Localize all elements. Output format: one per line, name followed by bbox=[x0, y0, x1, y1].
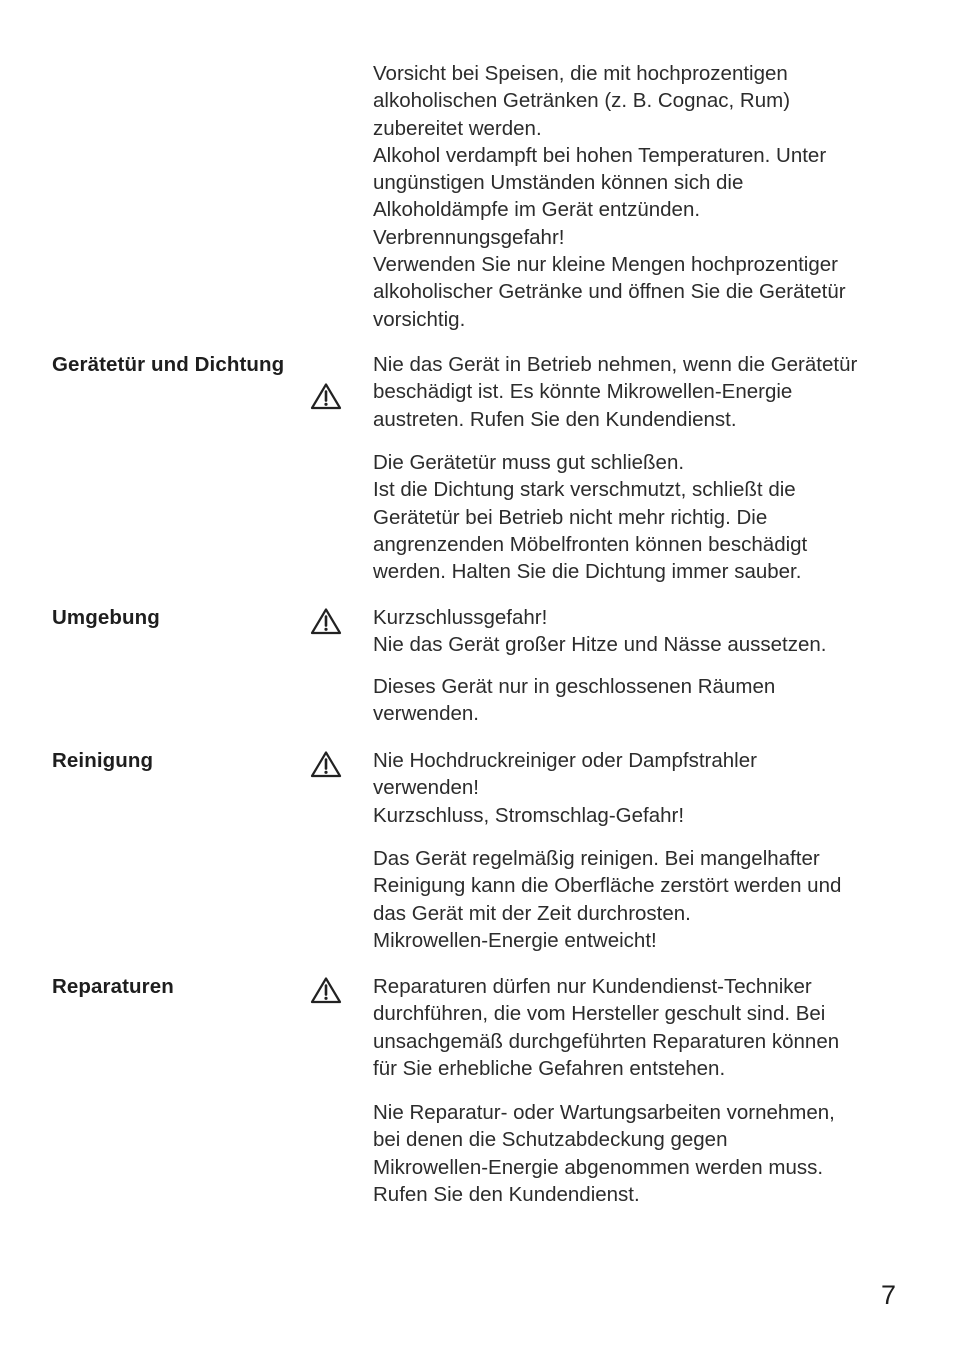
section-cleaning-paragraph-1: Nie Hochdruckreiniger oder Dampfstrahler verwenden! Kurzschluss, Stromschlag-Gefahr! bbox=[373, 749, 757, 827]
section-repairs-paragraph-2: Nie Reparatur- oder Wartungsarbeiten vornehmen, bei denen die Schutzabdeckung gegen Mikrowellen-Energie abgenommen werden muss. Rufen Sie den Kundendienst. bbox=[373, 1101, 835, 1206]
warning-triangle-icon bbox=[310, 976, 342, 1004]
section-heading-cleaning: Reinigung bbox=[52, 749, 154, 772]
section-heading-door-seal: Gerätetür und Dichtung bbox=[52, 353, 285, 376]
warning-triangle-icon bbox=[310, 750, 342, 778]
page-number: 7 bbox=[881, 1280, 897, 1310]
warning-triangle-icon bbox=[310, 607, 342, 635]
section-door-paragraph-2: Die Gerätetür muss gut schließen. Ist die Dichtung stark verschmutzt, schließt die Gerätetür bei Betrieb nicht mehr richtig. Die angrenzenden Möbelfronten können beschädigt werden. Halten Sie die Dichtung immer sauber. bbox=[373, 451, 808, 584]
section-heading-repairs: Reparaturen bbox=[52, 975, 174, 998]
section-cleaning-paragraph-2: Das Gerät regelmäßig reinigen. Bei mangelhafter Reinigung kann die Oberfläche zerstört werden und das Gerät mit der Zeit durchrosten. Mikrowellen-Energie entweicht! bbox=[373, 847, 842, 952]
warning-triangle-icon bbox=[310, 382, 342, 410]
section-heading-environment: Umgebung bbox=[52, 606, 160, 629]
section-repairs-paragraph-1: Reparaturen dürfen nur Kundendienst-Techniker durchführen, die vom Hersteller geschult sind. Bei unsachgemäß durchgeführten Reparaturen können für Sie erhebliche Gefahren entstehen. bbox=[373, 975, 840, 1080]
section-door-paragraph-1: Nie das Gerät in Betrieb nehmen, wenn die Gerätetür beschädigt ist. Es könnte Mikrowellen-Energie austreten. Rufen Sie den Kundendienst. bbox=[373, 353, 858, 431]
section-environment-paragraph-1: Kurzschlussgefahr! Nie das Gerät großer Hitze und Nässe aussetzen. bbox=[373, 606, 827, 657]
intro-paragraph: Vorsicht bei Speisen, die mit hochprozentigen alkoholischen Getränken (z. B. Cognac, Rum) zubereitet werden. Alkohol verdampft bei hohen Temperaturen. Unter ungünstigen Umständen können sich die Alkoholdämpfe im Gerät entzünden. Verbrennungsgefahr! Verwenden Sie nur kleine Mengen hochprozentiger alkoholischer Getränke und öffnen Sie die Gerätetür vorsichtig. bbox=[373, 62, 846, 331]
section-environment-paragraph-2: Dieses Gerät nur in geschlossenen Räumen verwenden. bbox=[373, 675, 776, 726]
